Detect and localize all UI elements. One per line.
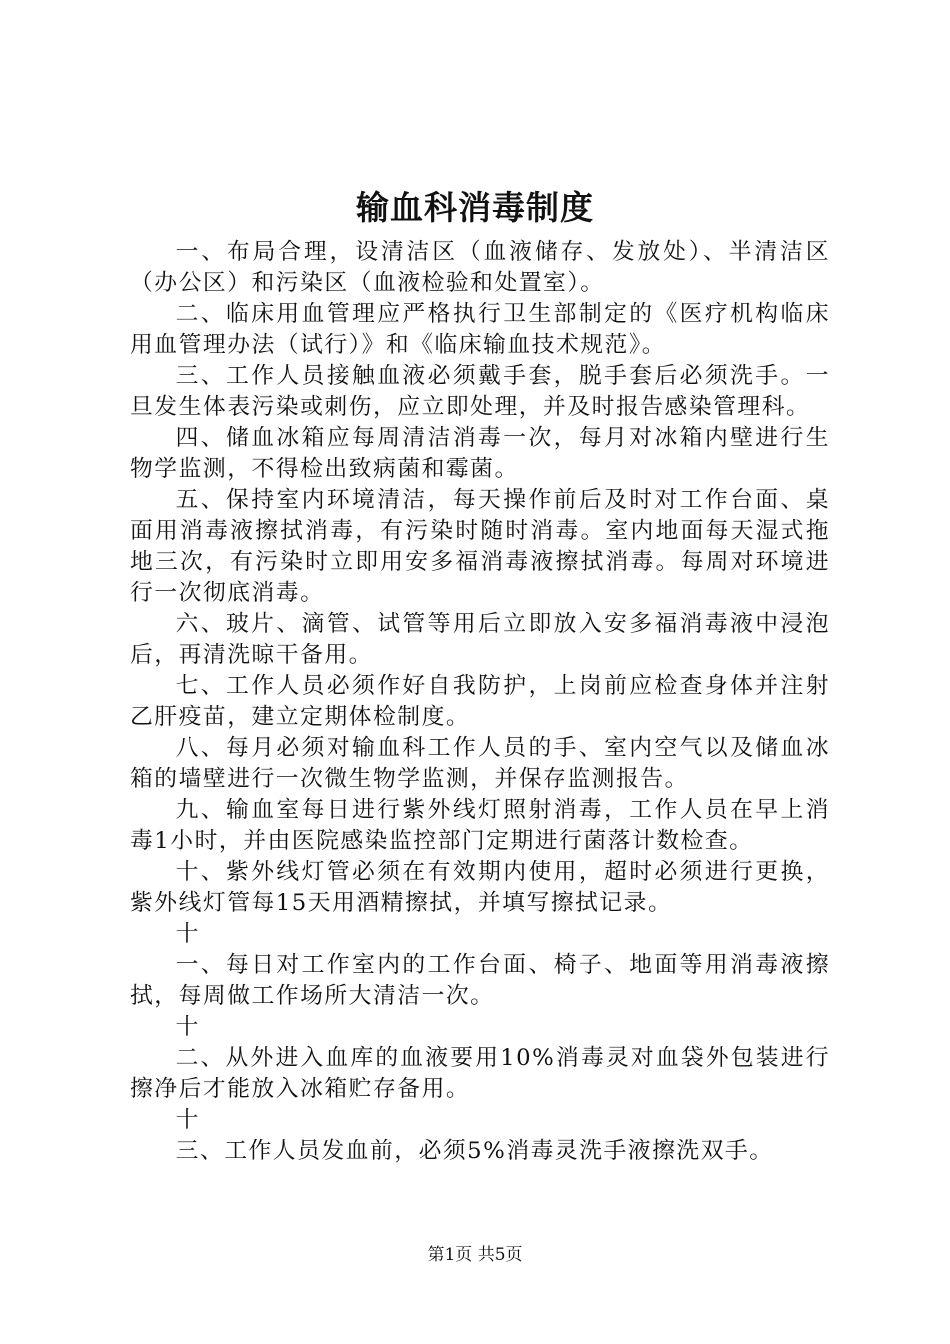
paragraph: 十 [175, 1107, 200, 1133]
paragraph: 五、保持室内环境清洁，每天操作前后及时对工作台面、桌面用消毒液擦拭消毒，有污染时随时消毒。室内地面每天湿式拖地三次，有污染时立即用安多福消毒液擦拭消毒。每周对环境进行一次彻底消毒。 [130, 487, 830, 606]
paragraph: 一、布局合理，设清洁区（血液储存、发放处）、半清洁区（办公区）和污染区（血液检验和处置室）。 [130, 239, 830, 296]
page-number-footer: 第1页 共5页 [427, 1245, 523, 1265]
paragraph: 十 [175, 1014, 200, 1040]
paragraph: 二、临床用血管理应严格执行卫生部制定的《医疗机构临床用血管理办法（试行）》和《临床输血技术规范》。 [130, 301, 830, 358]
paragraph: 十、紫外线灯管必须在有效期内使用，超时必须进行更换，紫外线灯管每15天用酒精擦拭，并填写擦拭记录。 [130, 859, 830, 916]
paragraph: 四、储血冰箱应每周清洁消毒一次，每月对冰箱内壁进行生物学监测，不得检出致病菌和霉菌。 [130, 425, 830, 482]
document-body [130, 237, 830, 1167]
paragraph: 三、工作人员发血前，必须5%消毒灵洗手液擦洗双手。 [175, 1138, 774, 1164]
paragraph: 一、每日对工作室内的工作台面、椅子、地面等用消毒液擦拭，每周做工作场所大清洁一次。 [130, 952, 830, 1009]
paragraph: 九、输血室每日进行紫外线灯照射消毒，工作人员在早上消毒1小时，并由医院感染监控部门定期进行菌落计数检查。 [130, 797, 830, 854]
paragraph: 七、工作人员必须作好自我防护，上岗前应检查身体并注射乙肝疫苗，建立定期体检制度。 [130, 673, 830, 730]
paragraph: 二、从外进入血库的血液要用10%消毒灵对血袋外包装进行擦净后才能放入冰箱贮存备用。 [130, 1045, 830, 1102]
paragraph: 八、每月必须对输血科工作人员的手、室内空气以及储血冰箱的墙壁进行一次微生物学监测，并保存监测报告。 [130, 735, 830, 792]
document-title: 输血科消毒制度 [356, 188, 594, 227]
paragraph: 十 [175, 921, 200, 947]
paragraph: 三、工作人员接触血液必须戴手套，脱手套后必须洗手。一旦发生体表污染或刺伤，应立即处理，并及时报告感染管理科。 [130, 363, 830, 420]
paragraph: 六、玻片、滴管、试管等用后立即放入安多福消毒液中浸泡后，再清洗晾干备用。 [130, 611, 830, 668]
